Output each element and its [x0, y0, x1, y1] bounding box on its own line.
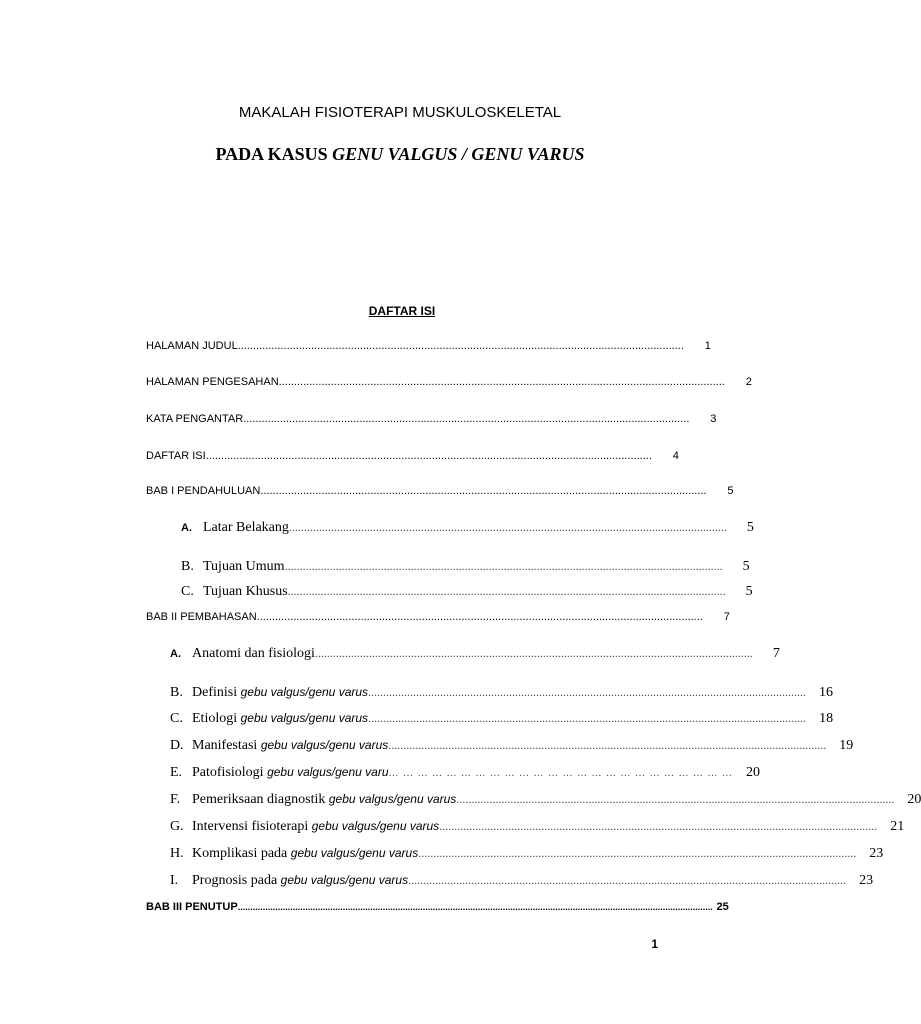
toc-leader: .................................................................................................................................................. — [368, 685, 807, 699]
toc-entry-letter: B. — [170, 685, 183, 700]
toc-entry-label: Anatomi dan fisiologi — [192, 646, 315, 661]
toc-entry-bab3 — [146, 901, 729, 913]
toc-entry-page: 5 — [742, 559, 750, 574]
page-number: 1 — [651, 937, 658, 951]
toc-entry-bab1-c — [181, 584, 753, 600]
toc-entry-letter: E. — [170, 765, 183, 780]
toc-entry-italic: gebu valgus/genu varus — [328, 792, 457, 806]
toc-leader: … … … … … … … … … … … … … … … … … … … … … … … … — [388, 768, 733, 779]
toc-leader: .................................................................................................................................................. — [284, 559, 723, 573]
toc-entry-letter: H. — [170, 846, 184, 861]
toc-entry-italic: gebu valgus/genu varus — [240, 711, 369, 725]
toc-leader: .................................................................................................................................................. — [288, 520, 727, 534]
toc-entry-letter: G. — [170, 819, 184, 834]
toc-entry-italic: gebu valgus/genu varus — [240, 685, 369, 699]
toc-entry-page: 23 — [859, 873, 874, 888]
toc-entry-label: Intervensi fisioterapi — [192, 819, 312, 834]
toc-entry-daftar-isi — [146, 450, 679, 462]
toc-leader: .................................................................................................................................................. — [243, 413, 690, 425]
toc-entry-label: KATA PENGANTAR — [146, 413, 244, 425]
toc-entry-bab2-b — [170, 685, 834, 701]
toc-entry-page: 5 — [745, 584, 753, 599]
toc-entry-bab1-b — [181, 559, 750, 575]
toc-entry-label: Latar Belakang — [203, 520, 289, 535]
toc-leader: .................................................................................................................................................. — [439, 819, 878, 833]
toc-leader: .................................................................................................................................................. — [237, 340, 684, 352]
toc-entry-page: 5 — [727, 485, 734, 497]
toc-entry-label: BAB II PEMBAHASAN — [146, 611, 257, 623]
toc-leader: .................................................................................................................................................. — [388, 738, 827, 752]
toc-entry-letter: A. — [181, 522, 192, 534]
toc-entry-page: 20 — [746, 765, 760, 780]
toc-entry-label: Prognosis pada — [192, 873, 281, 888]
toc-leader: .................................................................................................................................................. — [287, 584, 726, 598]
toc-leader: .................................................................................................................................................. — [456, 792, 895, 806]
toc-entry-letter: C. — [170, 711, 183, 726]
toc-entry-page: 18 — [819, 711, 834, 726]
toc-entry-label: Etiologi — [192, 711, 241, 726]
toc-entry-letter: C. — [181, 584, 194, 599]
toc-entry-bab2-c — [170, 711, 834, 727]
toc-entry-label: Manifestasi — [192, 738, 261, 753]
toc-entry-label: BAB I PENDAHULUAN — [146, 485, 261, 497]
toc-entry-page: 20 — [907, 792, 921, 807]
toc-entry-page: 4 — [672, 450, 679, 462]
toc-entry-bab2 — [146, 611, 730, 623]
toc-entry-page: 23 — [869, 846, 884, 861]
toc-entry-halaman-judul — [146, 340, 711, 352]
toc-leader: .................................................................................................................................................. — [256, 611, 703, 623]
toc-leader: .............................................................................................................................................................................................. — [237, 902, 713, 912]
toc-entry-label: Tujuan Khusus — [203, 584, 288, 599]
document-subtitle — [0, 144, 800, 165]
document-title: MAKALAH FISIOTERAPI MUSKULOSKELETAL — [238, 104, 562, 121]
toc-entry-label: Komplikasi pada — [192, 846, 291, 861]
toc-entry-label: HALAMAN JUDUL — [146, 340, 238, 352]
toc-entry-bab2-a — [170, 646, 780, 662]
subtitle-italic: GENU VALGUS / GENU VARUS — [332, 144, 585, 164]
toc-entry-label: BAB III PENUTUP — [146, 901, 238, 913]
subtitle-prefix: PADA KASUS — [215, 144, 333, 164]
toc-entry-letter: D. — [170, 738, 184, 753]
toc-entry-page: 5 — [746, 520, 754, 535]
toc-leader: .................................................................................................................................................. — [314, 646, 753, 660]
toc-entry-label: Tujuan Umum — [203, 559, 285, 574]
toc-entry-page: 7 — [772, 646, 780, 661]
toc-entry-page: 16 — [819, 685, 834, 700]
toc-entry-bab2-f — [170, 792, 921, 808]
toc-leader: .................................................................................................................................................. — [278, 376, 725, 388]
toc-entry-italic: gebu valgus/genu varus — [260, 738, 389, 752]
toc-entry-page: 2 — [745, 376, 752, 388]
toc-entry-page: 25 — [716, 901, 729, 913]
toc-entry-label: DAFTAR ISI — [146, 450, 206, 462]
toc-entry-page: 21 — [890, 819, 905, 834]
toc-leader: .................................................................................................................................................. — [408, 873, 847, 887]
toc-entry-halaman-pengesahan — [146, 376, 752, 388]
toc-heading: DAFTAR ISI — [368, 304, 436, 318]
toc-entry-bab1 — [146, 485, 734, 497]
toc-entry-letter: A. — [170, 648, 181, 660]
toc-entry-page: 1 — [704, 340, 711, 352]
toc-entry-bab2-g — [170, 819, 905, 835]
toc-entry-page: 3 — [710, 413, 717, 425]
toc-entry-label: Patofisiologi — [192, 765, 268, 780]
toc-entry-letter: I. — [170, 873, 179, 888]
toc-entry-letter: B. — [181, 559, 194, 574]
toc-entry-bab2-e — [170, 765, 760, 781]
toc-entry-letter: F. — [170, 792, 181, 807]
toc-leader: .................................................................................................................................................. — [205, 450, 652, 462]
toc-leader: .................................................................................................................................................. — [260, 485, 707, 497]
toc-entry-bab2-h — [170, 846, 884, 862]
toc-leader: .................................................................................................................................................. — [368, 711, 807, 725]
toc-entry-page: 7 — [723, 611, 730, 623]
toc-entry-italic: gebu valgus/genu varus — [280, 873, 409, 887]
toc-entry-page: 19 — [839, 738, 854, 753]
toc-entry-label: Pemeriksaan diagnostik — [192, 792, 329, 807]
toc-entry-kata-pengantar — [146, 413, 717, 425]
toc-leader: .................................................................................................................................................. — [418, 846, 857, 860]
toc-entry-italic: gebu valgus/genu varu — [267, 765, 389, 779]
toc-entry-label: HALAMAN PENGESAHAN — [146, 376, 279, 388]
toc-entry-label: Definisi — [192, 685, 241, 700]
toc-entry-bab1-a — [181, 520, 754, 536]
toc-entry-italic: gebu valgus/genu varus — [290, 846, 419, 860]
toc-entry-bab2-i — [170, 873, 874, 889]
toc-entry-bab2-d — [170, 738, 854, 754]
toc-entry-italic: gebu valgus/genu varus — [311, 819, 440, 833]
